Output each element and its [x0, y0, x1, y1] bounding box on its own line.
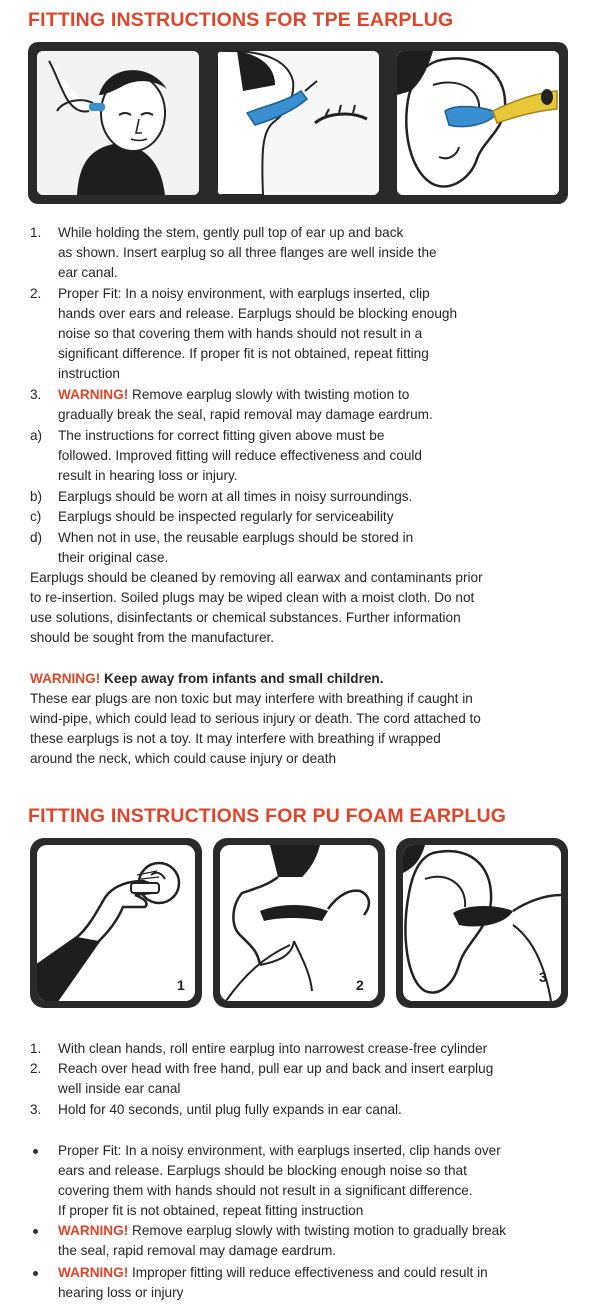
tpe-panel-ear — [397, 51, 559, 195]
pu-bullet-3-line-1: WARNING! Improper fitting will reduce effectiveness and could result in — [58, 1265, 488, 1280]
head-insert-illustration — [220, 845, 378, 1001]
pu-bullet-3-line-2: hearing loss or injury — [58, 1285, 184, 1300]
step-3-line-1: WARNING! Remove earplug slowly with twisting motion to — [58, 387, 410, 402]
child-warning-line-4: around the neck, which could cause injury or death — [30, 751, 337, 766]
child-warning-heading: WARNING! Keep away from infants and small children. — [30, 671, 384, 686]
pu-bullet-2-line-1: WARNING! Remove earplug slowly with twisting motion to gradually break — [58, 1223, 507, 1238]
tpe-illustration-strip — [28, 42, 568, 204]
warning-label: WARNING! — [58, 387, 129, 402]
step-marker: 1. — [30, 1041, 42, 1056]
step-1-line-3: ear canal. — [58, 265, 118, 280]
tpe-panel-insert — [37, 51, 199, 195]
face-insert-illustration — [37, 51, 199, 195]
pu-bullet-2-line-2: the seal, rapid removal may damage eardrum. — [58, 1243, 337, 1258]
step-marker: 3. — [30, 387, 42, 402]
warning-label: WARNING! — [30, 671, 101, 686]
child-warning-line-3: these earplugs is not a toy. It may interfere with breathing if wrapped — [30, 731, 441, 746]
panel-number: 2 — [356, 977, 364, 993]
bullet-dot — [33, 1271, 38, 1276]
pu-step-1-line-1: With clean hands, roll entire earplug into narrowest crease-free cylinder — [58, 1041, 488, 1056]
cleaning-line-4: should be sought from the manufacturer. — [30, 630, 275, 645]
cleaning-line-3: use solutions, disinfectants or chemical substances. Further information — [30, 610, 461, 625]
panel-number: 1 — [177, 977, 185, 993]
pu-panel-insert — [213, 838, 385, 1008]
hand-roll-illustration — [37, 845, 195, 1001]
note-marker: a) — [30, 428, 43, 443]
step-marker: 2. — [30, 1061, 42, 1076]
pu-step-2-line-2: well inside ear canal — [58, 1081, 181, 1096]
note-a-line-2: followed. Improved fitting will reduce effectiveness and could — [58, 448, 422, 463]
warning-label: WARNING! — [58, 1223, 129, 1238]
child-warning-line-1: These ear plugs are non toxic but may interfere with breathing if caught in — [30, 691, 473, 706]
step-3-line-2: gradually break the seal, rapid removal may damage eardrum. — [58, 407, 433, 422]
pu-panel-roll — [30, 838, 202, 1008]
step-2-line-3: noise so that covering them with hands should not result in a — [58, 326, 423, 341]
step-marker: 1. — [30, 225, 42, 240]
step-marker: 2. — [30, 286, 42, 301]
step-marker: 3. — [30, 1102, 42, 1117]
pu-step-3-line-1: Hold for 40 seconds, until plug fully expands in ear canal. — [58, 1102, 402, 1117]
pu-bullet-1-line-2: ears and release. Earplugs should be blocking enough noise so that — [58, 1163, 467, 1178]
ear-inserted-illustration — [397, 51, 559, 195]
step-1-line-1: While holding the stem, gently pull top of ear up and back — [58, 225, 404, 240]
note-c-line-1: Earplugs should be inspected regularly for serviceability — [58, 509, 394, 524]
note-d-line-1: When not in use, the reusable earplugs should be stored in — [58, 530, 414, 545]
step-2-line-4: significant difference. If proper fit is not obtained, repeat fitting — [58, 346, 429, 361]
note-marker: c) — [30, 509, 42, 524]
pu-bullet-1-line-1: Proper Fit: In a noisy environment, with earplugs inserted, clip hands over — [58, 1143, 501, 1158]
pu-bullet-1-line-4: If proper fit is not obtained, repeat fitting instruction — [58, 1203, 364, 1218]
note-a-line-1: The instructions for correct fitting given above must be — [58, 428, 385, 443]
step-2-line-2: hands over ears and release. Earplugs should be blocking enough — [58, 306, 458, 321]
cleaning-line-2: to re-insertion. Soiled plugs may be wiped clean with a moist cloth. Do not — [30, 590, 475, 605]
warning-label: WARNING! — [58, 1265, 129, 1280]
pu-bullet-1-line-3: covering them with hands should not result in a significant difference. — [58, 1183, 473, 1198]
bullet-dot — [33, 1149, 38, 1154]
step-1-line-2: as shown. Insert earplug so all three flanges are well inside the — [58, 245, 437, 260]
child-warning-line-2: wind-pipe, which could lead to serious injury or death. The cord attached to — [30, 711, 481, 726]
pu-title: FITTING INSTRUCTIONS FOR PU FOAM EARPLUG — [28, 805, 507, 827]
ear-expand-illustration — [403, 845, 561, 1001]
tpe-title: FITTING INSTRUCTIONS FOR TPE EARPLUG — [28, 9, 454, 31]
note-a-line-3: result in hearing loss or injury. — [58, 468, 238, 483]
step-2-line-5: instruction — [58, 366, 120, 381]
note-marker: b) — [30, 489, 43, 504]
tpe-panel-closeup — [217, 51, 379, 195]
pu-step-2-line-1: Reach over head with free hand, pull ear up and back and insert earplug — [58, 1061, 494, 1076]
step-2-line-1: Proper Fit: In a noisy environment, with earplugs inserted, clip — [58, 286, 430, 301]
note-b-line-1: Earplugs should be worn at all times in noisy surroundings. — [58, 489, 413, 504]
ear-closeup-illustration — [217, 51, 379, 195]
note-d-line-2: their original case. — [58, 550, 169, 565]
pu-panel-expand — [396, 838, 568, 1008]
panel-number: 3 — [539, 969, 547, 985]
bullet-dot — [33, 1229, 38, 1234]
cleaning-line-1: Earplugs should be cleaned by removing all earwax and contaminants prior — [30, 570, 483, 585]
note-marker: d) — [30, 530, 43, 545]
